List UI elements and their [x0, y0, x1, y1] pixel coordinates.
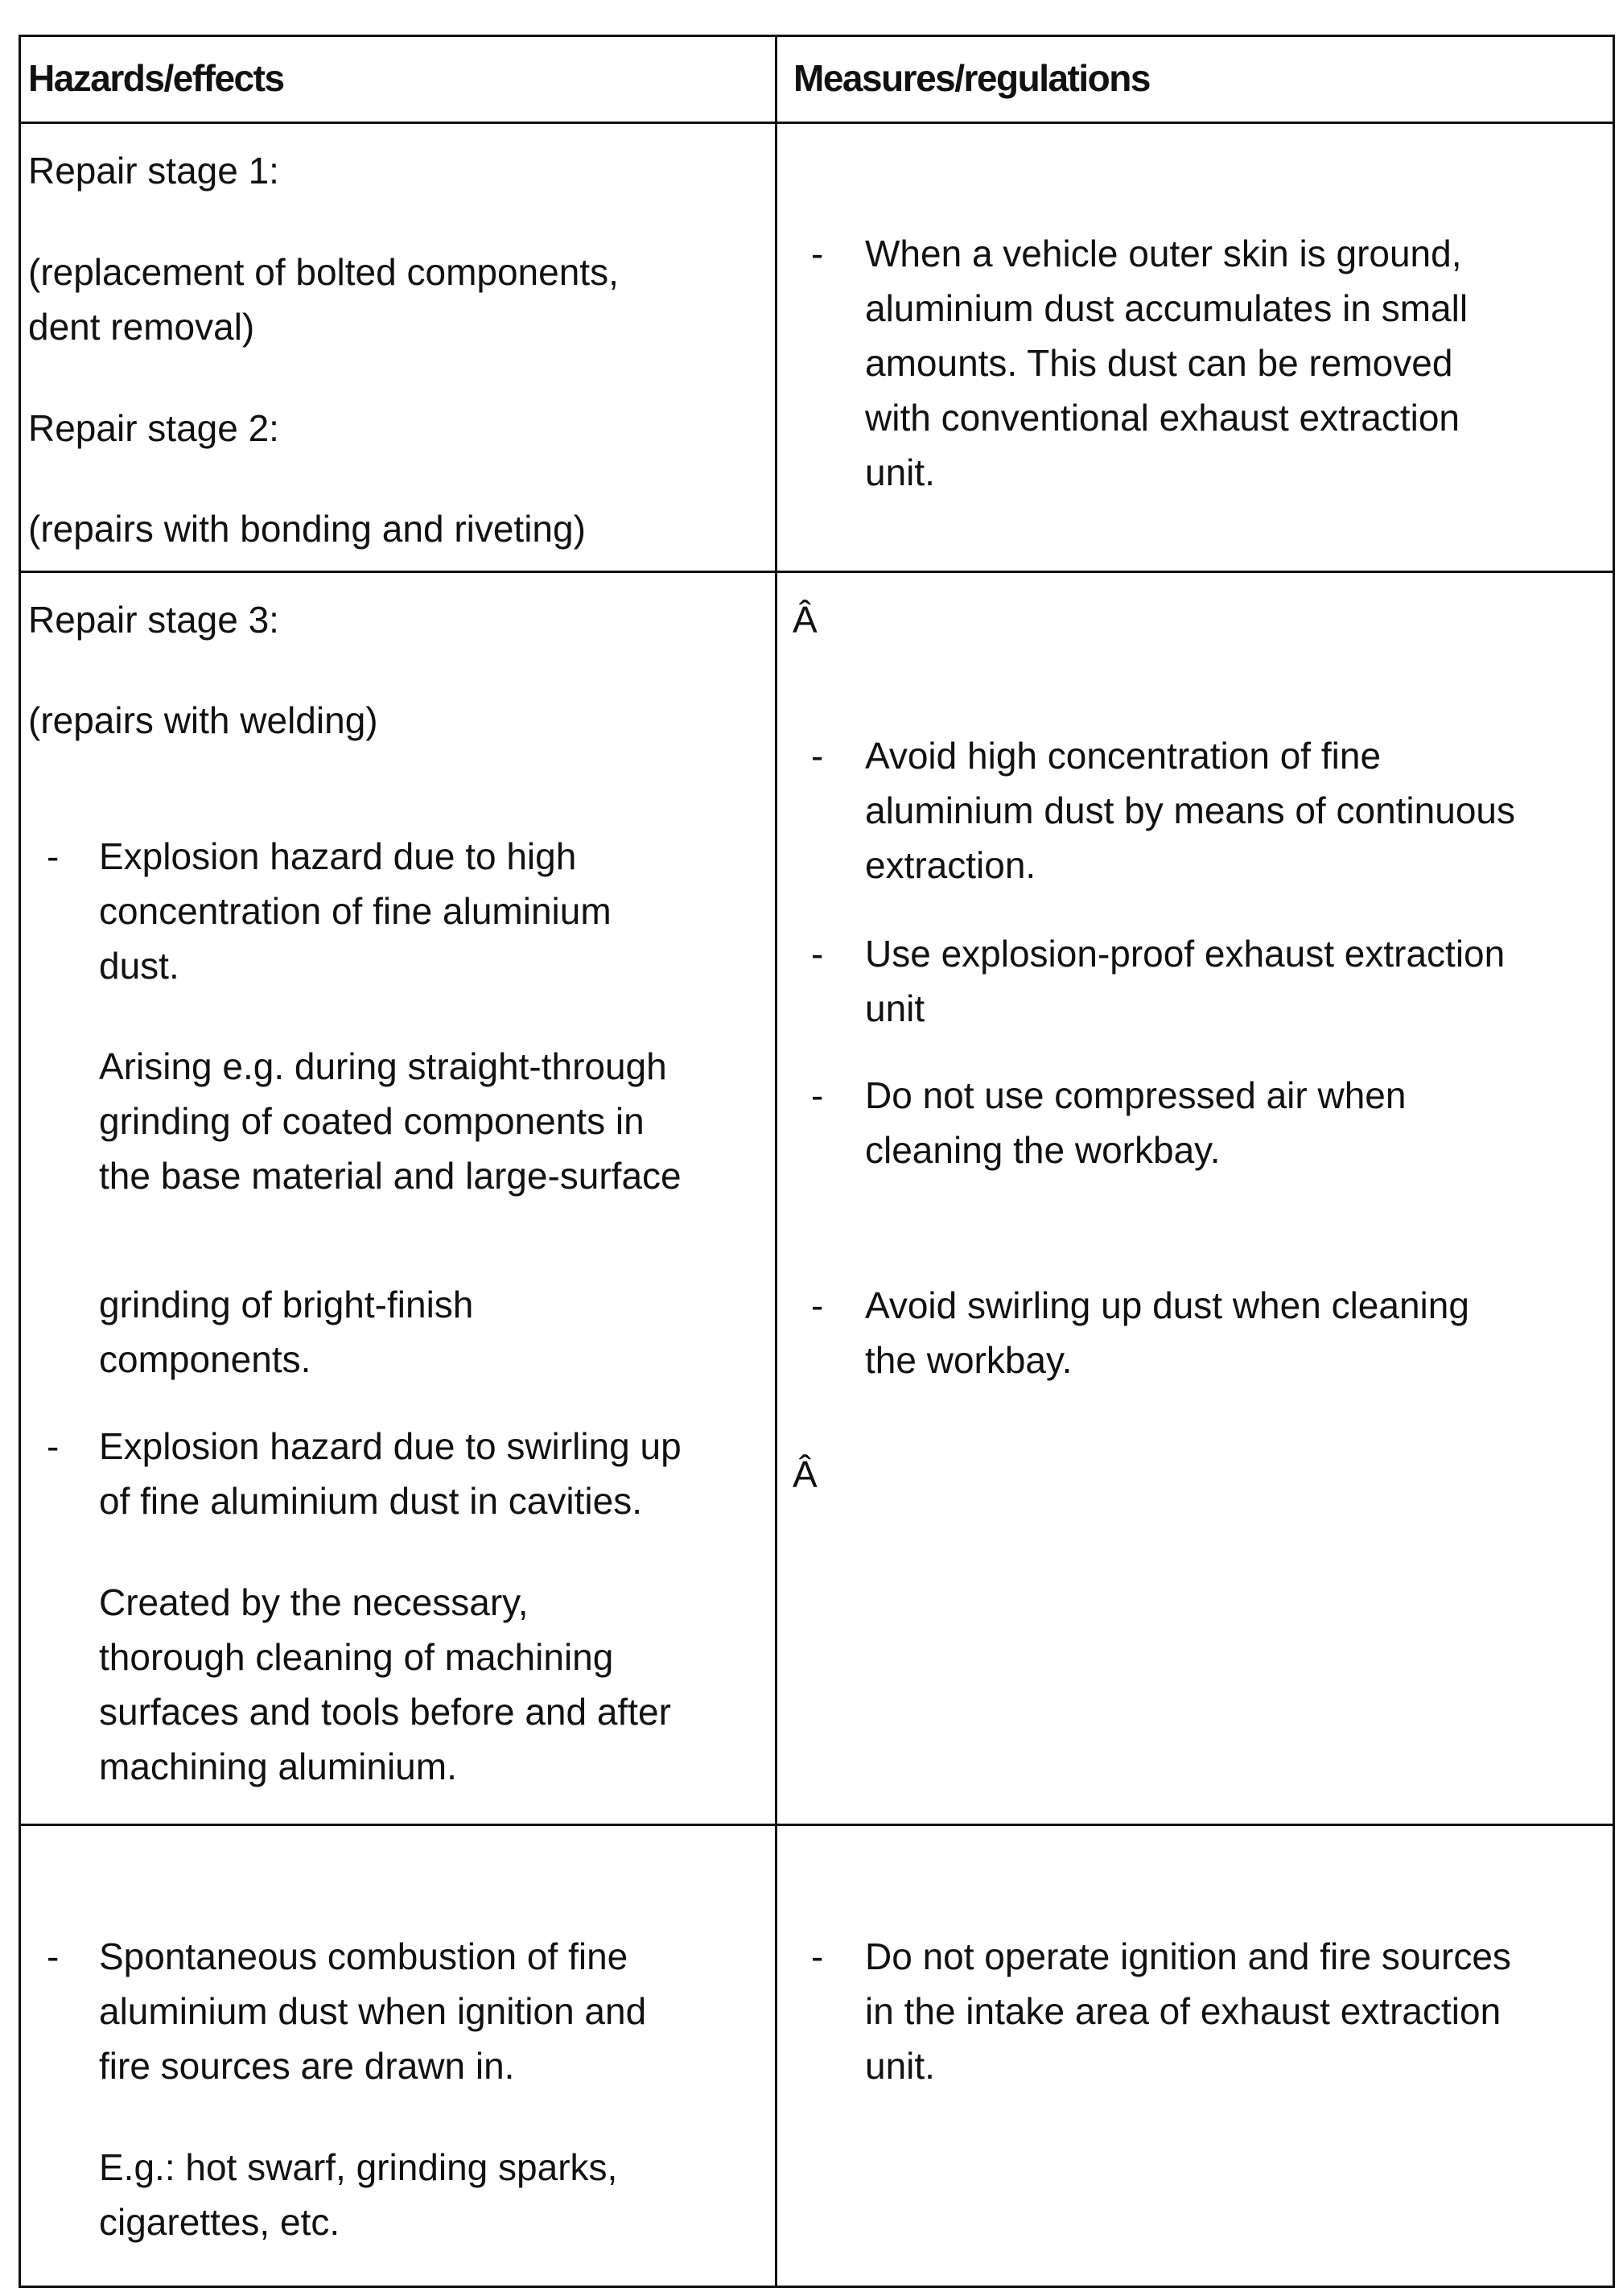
table-border-top [19, 35, 1615, 37]
hazard-line: Created by the necessary, [99, 1581, 529, 1623]
repair-stage-1-title: Repair stage 1: [28, 150, 279, 192]
encoding-glyph: Â [793, 599, 818, 641]
column-divider [775, 35, 777, 2288]
measure-line: in the intake area of exhaust extraction [865, 1990, 1501, 2032]
repair-stage-3-title: Repair stage 3: [28, 599, 279, 641]
hazard-line: fire sources are drawn in. [99, 2045, 515, 2087]
encoding-glyph: Â [793, 1453, 818, 1495]
measure-line: the workbay. [865, 1339, 1073, 1381]
measure-line: amounts. This dust can be removed [865, 342, 1453, 384]
measure-line: unit. [865, 2045, 935, 2087]
hazard-line: Explosion hazard due to swirling up [99, 1425, 682, 1467]
column-header-hazards: Hazards/effects [28, 57, 284, 99]
hazard-line: dust. [99, 945, 179, 987]
measure-line: extraction. [865, 844, 1036, 886]
hazard-line: cigarettes, etc. [99, 2201, 340, 2243]
row-divider [19, 1824, 1615, 1826]
hazard-line: Explosion hazard due to high [99, 835, 577, 877]
hazard-line: the base material and large-surface [99, 1155, 682, 1197]
header-divider [19, 122, 1615, 124]
measure-line: Use explosion-proof exhaust extraction [865, 933, 1506, 975]
table-border-right [1613, 35, 1615, 2288]
column-header-measures: Measures/regulations [793, 57, 1150, 99]
hazard-line: aluminium dust when ignition and [99, 1990, 647, 2032]
hazard-line: thorough cleaning of machining [99, 1636, 614, 1678]
hazard-line: of fine aluminium dust in cavities. [99, 1480, 642, 1522]
measure-line: cleaning the workbay. [865, 1129, 1221, 1171]
bullet-dash: - [811, 735, 824, 777]
measure-line: Do not operate ignition and fire sources [865, 1935, 1511, 1977]
measure-line: unit [865, 987, 925, 1029]
row-divider [19, 571, 1615, 573]
bullet-dash: - [47, 1425, 60, 1467]
hazard-line: surfaces and tools before and after [99, 1691, 671, 1733]
hazard-line: grinding of bright-finish [99, 1284, 474, 1325]
hazard-line: concentration of fine aluminium [99, 890, 612, 932]
measure-line: Avoid swirling up dust when cleaning [865, 1284, 1469, 1326]
measure-line: Do not use compressed air when [865, 1074, 1407, 1116]
measure-line: aluminium dust by means of continuous [865, 789, 1515, 831]
hazard-line: grinding of coated components in [99, 1100, 645, 1142]
table-border-left [19, 35, 21, 2288]
hazard-line: machining aluminium. [99, 1746, 457, 1787]
bullet-dash: - [47, 835, 60, 877]
measure-line: Avoid high concentration of fine [865, 735, 1382, 777]
repair-stage-1-desc-line: (replacement of bolted components, [28, 251, 619, 293]
measure-line: When a vehicle outer skin is ground, [865, 233, 1462, 274]
measure-line: aluminium dust accumulates in small [865, 287, 1469, 329]
repair-stage-3-desc: (repairs with welding) [28, 699, 378, 741]
hazard-line: components. [99, 1338, 311, 1380]
bullet-dash: - [811, 1284, 824, 1326]
bullet-dash: - [47, 1935, 60, 1977]
repair-stage-2-title: Repair stage 2: [28, 407, 279, 449]
bullet-dash: - [811, 233, 824, 274]
table-border-bottom [19, 2286, 1615, 2288]
measure-line: with conventional exhaust extraction [865, 397, 1460, 439]
bullet-dash: - [811, 1074, 824, 1116]
repair-stage-1-desc-line: dent removal) [28, 306, 255, 348]
repair-stage-2-desc: (repairs with bonding and riveting) [28, 508, 586, 550]
hazard-line: E.g.: hot swarf, grinding sparks, [99, 2146, 618, 2188]
bullet-dash: - [811, 933, 824, 975]
hazard-line: Spontaneous combustion of fine [99, 1935, 628, 1977]
measure-line: unit. [865, 451, 935, 493]
bullet-dash: - [811, 1935, 824, 1977]
hazard-line: Arising e.g. during straight-through [99, 1045, 667, 1087]
